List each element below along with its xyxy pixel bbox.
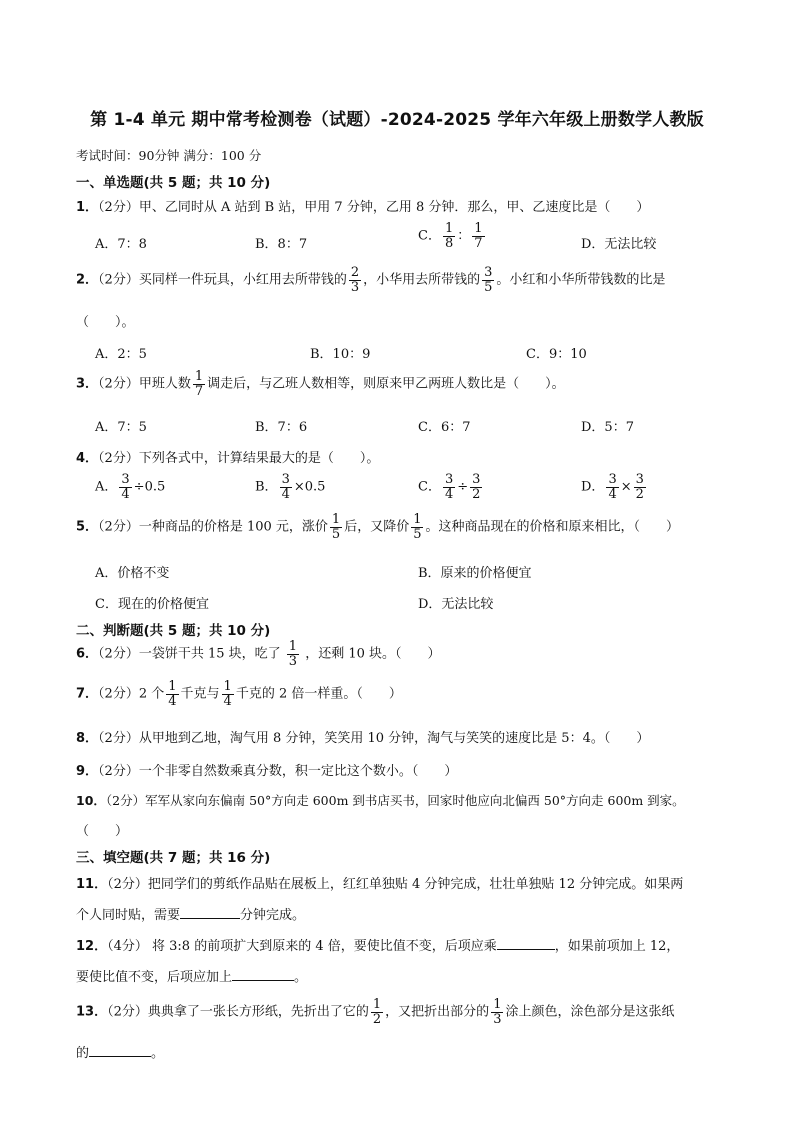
answer-blank[interactable] [497, 935, 555, 950]
question-score: （2分） [98, 764, 139, 779]
option-c: C．现在的价格便宜 [95, 597, 209, 612]
fraction: $\frac{1}{4}$ [223, 679, 232, 709]
option-b: B．7：6 [255, 420, 308, 435]
fraction: $\frac{3}{4}$ [281, 472, 290, 502]
option-c: C． $\frac{1}{8}$ ： $\frac{1}{7}$ [418, 221, 483, 251]
question-score: （4分） [107, 939, 148, 954]
option-c: C．9：10 [526, 347, 587, 362]
option-b: B．8：7 [255, 237, 308, 252]
option-c: C．6：7 [418, 420, 471, 435]
question-12: 12．（4分） 将 3:8 的前项扩大到原来的 4 倍，要使比值不变，后项应乘 ，如果前项加上 12， [76, 935, 679, 954]
fraction: $\frac{3}{2}$ [472, 472, 481, 502]
question-12-continued: 要使比值不变，后项应加上 。 [76, 966, 307, 985]
question-2: 2．（2分）买同样一件玩具，小红用去所带钱的 $\frac{2}{3}$ ，小华用去所带钱的 $\frac{3}{5}$ 。小红和小华所带钱数的比是 [76, 265, 666, 295]
question-1 [76, 196, 649, 215]
question-10 [76, 791, 685, 809]
question-number: 4． [76, 451, 99, 466]
section-heading-true-false: 二、判断题(共 5 题；共 10 分) [76, 623, 271, 639]
option-a: A． $\frac{3}{4}$ ÷0.5 [95, 472, 166, 502]
fraction: $\frac{1}{3}$ [493, 997, 502, 1027]
fraction: $\frac{3}{2}$ [635, 472, 644, 502]
question-2-continued: （ ）。 [76, 315, 135, 330]
option-b: B．10：9 [310, 347, 371, 362]
fraction: $\frac{3}{5}$ [484, 265, 493, 295]
question-8 [76, 727, 649, 746]
question-9 [76, 760, 457, 779]
question-number: 7． [76, 686, 99, 702]
fraction: $\frac{3}{4}$ [444, 472, 454, 502]
question-6: 6．（2分）一袋饼干共 15 块，吃了 $\frac{1}{3}$ ，还剩 10 块。（ ） [76, 639, 441, 669]
question-score: （2分） [98, 686, 139, 702]
question-5: 5．（2分）一种商品的价格是 100 元，涨价 $\frac{1}{5}$ 后，又降价 $\frac{1}{5}$ 。这种商品现在的价格和原来相比，（ ） [76, 512, 679, 542]
answer-blank[interactable] [89, 1042, 151, 1057]
question-number: 2． [76, 272, 99, 288]
fraction: $\frac{3}{4}$ [121, 472, 130, 502]
question-text: 下列各式中，计算结果最大的是（ ）。 [138, 451, 380, 466]
option-d: D．5：7 [581, 420, 634, 435]
question-score: （2分） [98, 376, 139, 392]
question-number: 5． [76, 519, 99, 535]
option-a: A．7：8 [95, 237, 147, 252]
option-c: C． $\frac{3}{4}$ ÷ $\frac{3}{2}$ [418, 472, 481, 502]
question-3: 3．（2分）甲班人数 $\frac{1}{7}$ 调走后，与乙班人数相等，则原来甲乙两班人数比是（ ）。 [76, 369, 565, 399]
answer-blank[interactable] [180, 904, 240, 919]
question-number: 8． [76, 731, 99, 746]
question-number: 13． [76, 1004, 108, 1020]
section-heading-fill-blank: 三、填空题(共 7 题；共 16 分) [76, 850, 271, 866]
fraction: $\frac{1}{7}$ [474, 221, 483, 251]
question-text: 从甲地到乙地，淘气用 8 分钟，笑笑用 10 分钟，淘气与笑笑的速度比是 5：4。（ ） [138, 731, 650, 746]
question-score: （2分） [98, 272, 139, 288]
question-number: 1． [76, 200, 99, 215]
option-d: D． $\frac{3}{4}$ × $\frac{3}{2}$ [581, 472, 644, 502]
option-d: D．无法比较 [581, 237, 657, 252]
question-11: 11．（2分）把同学们的剪纸作品贴在展板上，红红单独贴 4 分钟完成，壮壮单独贴 12 分钟完成。如果两 [76, 877, 684, 892]
option-d: D．无法比较 [418, 597, 494, 612]
fraction: $\frac{1}{2}$ [372, 997, 382, 1027]
option-a: A．2：5 [95, 347, 147, 362]
question-text: 甲、乙同时从 A 站到 B 站，甲用 7 分钟，乙用 8 分钟．那么，甲、乙速度比是（ ） [138, 200, 650, 215]
option-b: B． $\frac{3}{4}$ ×0.5 [255, 472, 326, 502]
question-score: （2分） [98, 200, 139, 215]
question-13-continued: 的 。 [76, 1042, 164, 1061]
option-a: A．价格不变 [95, 566, 170, 581]
fraction: $\frac{2}{3}$ [350, 265, 360, 295]
question-score: （2分） [98, 519, 139, 535]
question-score: （2分） [105, 793, 146, 808]
question-number: 12． [76, 939, 108, 954]
answer-blank[interactable] [232, 966, 294, 981]
question-score: （2分） [98, 451, 139, 466]
fraction: $\frac{1}{8}$ [444, 221, 454, 251]
question-number: 3． [76, 376, 99, 392]
option-label: C． [418, 228, 441, 244]
question-text: 一个非零自然数乘真分数，积一定比这个数小。（ ） [138, 764, 458, 779]
question-number: 9． [76, 764, 99, 779]
question-number: 11． [76, 877, 108, 892]
question-score: （2分） [98, 646, 139, 662]
fraction: $\frac{1}{7}$ [194, 369, 204, 399]
question-number: 10． [76, 793, 106, 808]
question-7: 7．（2分）2 个 $\frac{1}{4}$ 千克与 $\frac{1}{4}$ 千克的 2 倍一样重。（ ） [76, 679, 402, 709]
fraction: $\frac{1}{3}$ [288, 639, 298, 669]
question-score: （2分） [107, 877, 148, 892]
question-score: （2分） [107, 1004, 148, 1020]
fraction: $\frac{3}{4}$ [608, 472, 617, 502]
fraction: $\frac{1}{5}$ [413, 512, 422, 542]
fraction: $\frac{1}{4}$ [168, 679, 177, 709]
question-13: 13．（2分）典典拿了一张长方形纸，先折出了它的 $\frac{1}{2}$ ，又把折出部分的 $\frac{1}{3}$ 涂上颜色，涂色部分是这张纸 [76, 997, 675, 1027]
question-10-continued: （ ） [76, 824, 129, 839]
question-number: 6． [76, 646, 99, 662]
option-a: A．7：5 [95, 420, 147, 435]
fraction: $\frac{1}{5}$ [331, 512, 341, 542]
section-heading-single-choice: 一、单选题(共 5 题；共 10 分) [76, 175, 271, 191]
option-b: B．原来的价格便宜 [418, 566, 532, 581]
question-11-continued: 个人同时贴，需要 分钟完成。 [76, 904, 305, 923]
page-title: 第 1-4 单元 期中常考检测卷（试题）-2024-2025 学年六年级上册数学人教版 [90, 110, 704, 130]
question-4 [76, 447, 379, 466]
exam-meta: 考试时间：90分钟 满分：100 分 [76, 148, 262, 163]
question-text: 军军从家向东偏南 50°方向走 600m 到书店买书，回家时他应向北偏西 50°方向走 600m 到家。 [145, 793, 685, 808]
question-score: （2分） [98, 731, 139, 746]
